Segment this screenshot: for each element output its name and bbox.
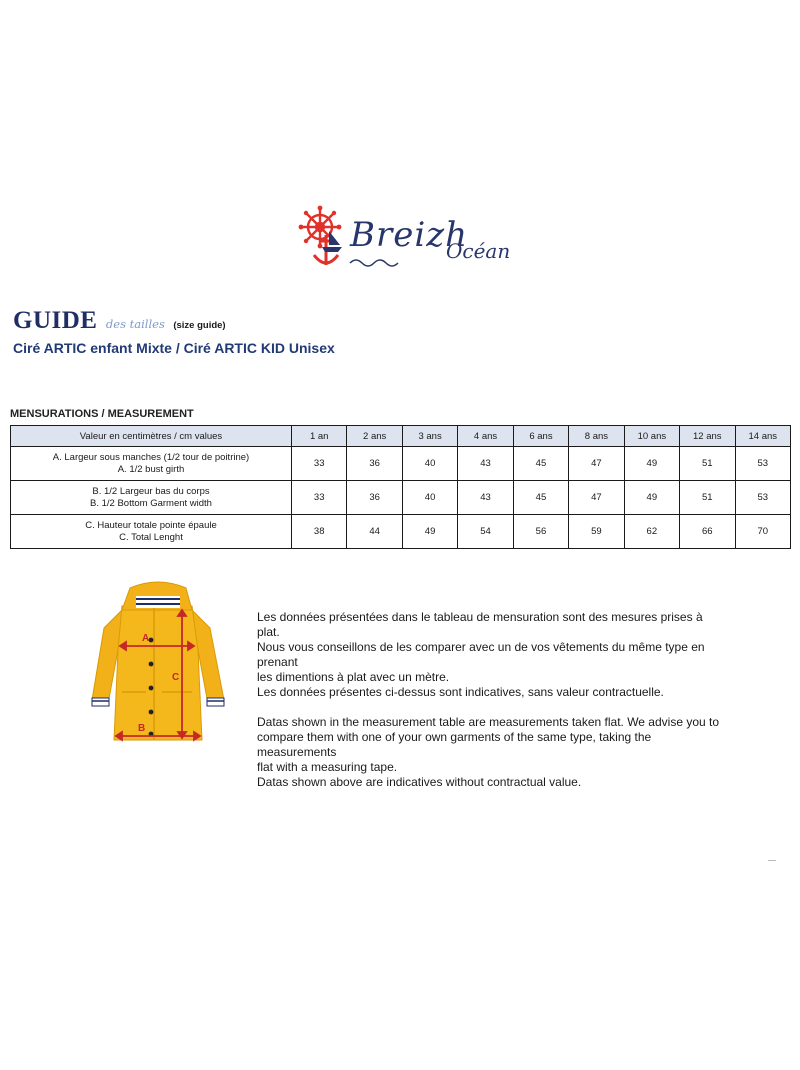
table-cell: 53 (735, 481, 791, 515)
page-mark (768, 860, 776, 861)
table-cell: 66 (680, 515, 735, 549)
label-c: C (172, 672, 180, 683)
table-header-size: 10 ans (624, 426, 679, 447)
info-text (257, 610, 727, 790)
table-row (11, 515, 791, 549)
table-cell: 40 (402, 481, 457, 515)
table-cell: 62 (624, 515, 679, 549)
table-cell: 49 (402, 515, 457, 549)
table-row (11, 481, 791, 515)
table-cell: 36 (347, 447, 402, 481)
table-cell: 45 (513, 481, 568, 515)
row-label-en: C. Total Lenght (119, 531, 183, 543)
table-cell: 43 (458, 447, 513, 481)
ship-wheel-anchor-icon (296, 205, 348, 271)
table-cell: 51 (680, 447, 735, 481)
row-label (11, 515, 292, 549)
raincoat-illustration (88, 580, 228, 748)
info-fr-line: Les données présentées dans le tableau de mensuration sont des mesures prises à plat. (257, 610, 703, 639)
row-label-fr: C. Hauteur totale pointe épaule (85, 519, 217, 531)
row-label-fr: A. Largeur sous manches (1/2 tour de poitrine) (52, 451, 250, 463)
table-cell: 53 (735, 447, 791, 481)
info-en-line: flat with a measuring tape. (257, 760, 398, 774)
table-header-size: 3 ans (402, 426, 457, 447)
table-header-size: 6 ans (513, 426, 568, 447)
guide-subtitle-fr: des tailles (105, 317, 165, 331)
measurement-label: MENSURATIONS / MEASUREMENT (10, 408, 194, 420)
table-header-size: 2 ans (347, 426, 402, 447)
table-cell: 56 (513, 515, 568, 549)
row-label (11, 447, 292, 481)
table-header-label: Valeur en centimètres / cm values (11, 426, 292, 447)
table-header-size: 14 ans (735, 426, 791, 447)
brand-name-sub: Océan (446, 239, 511, 263)
table-cell: 49 (624, 481, 679, 515)
row-label-en: A. 1/2 bust girth (117, 463, 185, 475)
guide-title: GUIDE (13, 307, 98, 334)
table-cell: 33 (292, 447, 347, 481)
table-cell: 54 (458, 515, 513, 549)
info-fr-line: les dimentions à plat avec un mètre. (257, 670, 450, 684)
guide-subtitle-en: (size guide) (173, 320, 226, 331)
table-header-size: 4 ans (458, 426, 513, 447)
table-cell: 44 (347, 515, 402, 549)
table-cell: 47 (569, 447, 624, 481)
table-cell: 45 (513, 447, 568, 481)
table-cell: 70 (735, 515, 791, 549)
table-cell: 33 (292, 481, 347, 515)
info-en-line: compare them with one of your own garments of the same type, taking the measurements (257, 730, 652, 759)
raincoat-diagram (88, 580, 228, 748)
table-cell: 47 (569, 481, 624, 515)
table-cell: 38 (292, 515, 347, 549)
table-header-size: 12 ans (680, 426, 735, 447)
info-en-line: Datas shown in the measurement table are measurements taken flat. We advise you to (257, 715, 720, 729)
guide-heading (13, 307, 226, 335)
row-label-en: B. 1/2 Bottom Garment width (90, 497, 212, 509)
brand-logo (296, 205, 526, 275)
info-fr-line: Les données présentes ci-dessus sont indicatives, sans valeur contractuelle. (257, 685, 664, 699)
table-header-size: 8 ans (569, 426, 624, 447)
table-row (11, 447, 791, 481)
table-header-row (11, 426, 791, 447)
table-cell: 59 (569, 515, 624, 549)
table-cell: 49 (624, 447, 679, 481)
label-a: A (142, 633, 150, 644)
table-cell: 40 (402, 447, 457, 481)
info-fr-line: Nous vous conseillons de les comparer avec un de vos vêtements du même type en prenant (257, 640, 705, 669)
table-cell: 36 (347, 481, 402, 515)
table-cell: 43 (458, 481, 513, 515)
wave-flourish-icon (348, 257, 408, 269)
brand-name-main: Breizh (350, 215, 469, 255)
info-en-line: Datas shown above are indicatives without contractual value. (257, 775, 582, 789)
product-title: Ciré ARTIC enfant Mixte / Ciré ARTIC KID Unisex (13, 340, 335, 356)
row-label-fr: B. 1/2 Largeur bas du corps (92, 485, 210, 497)
row-label (11, 481, 292, 515)
table-cell: 51 (680, 481, 735, 515)
label-b: B (138, 723, 146, 734)
table-header-size: 1 an (292, 426, 347, 447)
size-table (10, 425, 791, 549)
